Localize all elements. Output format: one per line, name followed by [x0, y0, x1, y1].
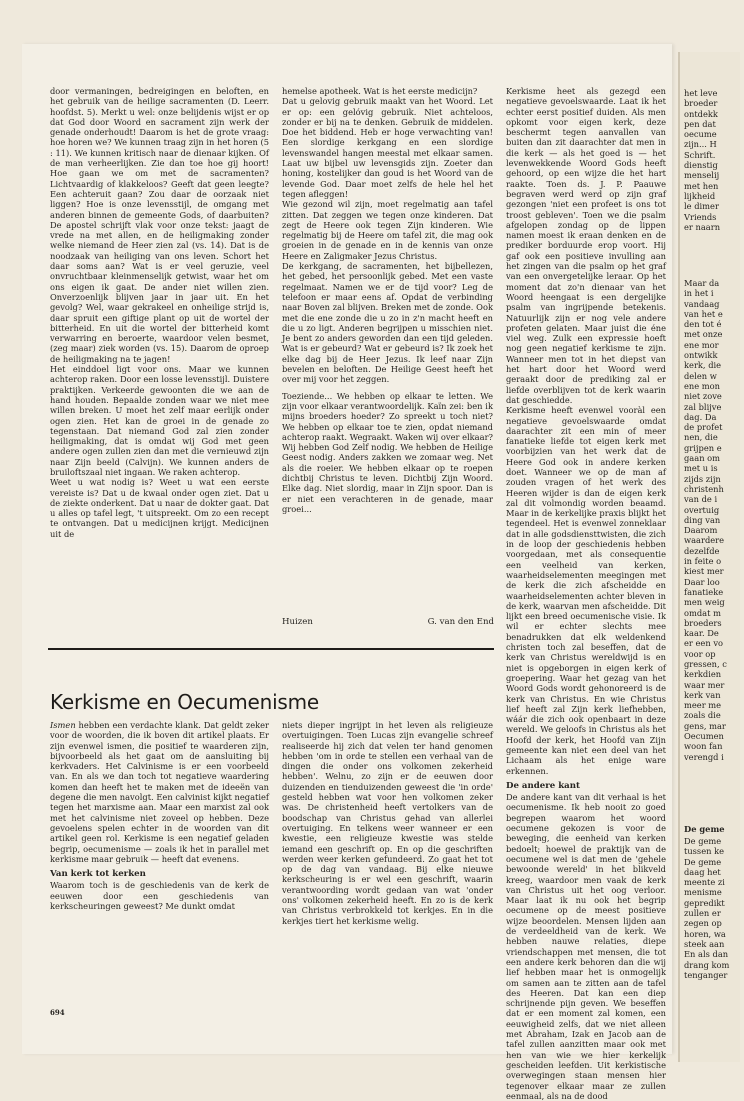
paragraph: Waarom toch is de geschiedenis van de kerk de eeuwen door een geschiedenis van kerkscheuringen geweest? Me dunkt omdat: [50, 880, 269, 912]
adjacent-page-line: in het i: [684, 288, 714, 299]
paragraph: hemelse apotheek. Wat is het eerste medicijn?: [282, 86, 478, 96]
adjacent-page-line: vandaag: [684, 298, 720, 309]
adjacent-page-line: le dimer: [684, 201, 719, 212]
adjacent-page-line: van het e: [684, 308, 723, 319]
adjacent-page-line: Oecumen: [684, 731, 724, 742]
signature-author: G. van den End: [427, 617, 494, 627]
paragraph: [50, 720, 269, 864]
adjacent-page-line: tussen ke: [684, 846, 725, 857]
lead-word: Ismen: [50, 720, 76, 730]
adjacent-page-line: lijkheid: [684, 190, 716, 201]
adjacent-page-line: meer me: [684, 700, 722, 711]
adjacent-page-line: zullen er: [684, 908, 721, 919]
paragraph: Dat u gelovig gebruik maakt van het Woord. Let er op: een gelóvig gebruik. Niet achteloos, zonder er bij na te denken. Gebruik de middelen. Doe het biddend. Heb er hoge verwachting van! Een slordige kerkgang en een slordige levenswandel hangen meestal met elkaar samen. Laat uw bijbel uw levensgids zijn. Zoeter dan honing, kostelijker dan goud is het Woord van de levende God. Daar moet zelfs de hele hel het tegen afleggen!: [282, 96, 493, 199]
adjacent-page-line: horen, wa: [684, 928, 726, 939]
adjacent-page-line: En als dan: [684, 949, 729, 960]
paragraph: Kerkisme heet als gezegd een negatieve gevoelswaarde. Laat ik het echter eerst positief duiden. Als men opkomt voor eigen kerk, deze beschermt tegen aanvallen van buiten dan zit daarachter dat men in die kerk — als het goed is — het levenwekkende Woord Gods heeft gehoord, op een wijze die het hart raakte. Toen ds. J. P. Paauwe begraven werd werd op zijn graf gezongen 'niet een profeet is ons tot troost gebleven'. Toen we die psalm afgelopen zondag op de lippen namen moest ik eraan denken en de prediker borduurde erop voort. Hij gaf ook een positieve invulling aan het zingen van die psalm op het graf van een onvergetelijke leraar. Op het moment dat zo'n dienaar van het Woord heengaat is een dergelijke psalm van ingrijpende betekenis. Natuurlijk zijn er nog vele andere profeten gelaten. Maar juist die éne viel weg. Zulk een expressie hoeft nog geen negatief kerkisme te zijn. Wanneer men tot in het diepst van het hart door het Woord werd geraakt door de prediking zal er liefde overblijven tot de kerk waarin dat geschiedde.: [506, 86, 666, 405]
adjacent-page-line: gens, mar: [684, 720, 726, 731]
adjacent-page-middle-lines: [684, 278, 744, 762]
lead-text: hebben een verdachte klank. Dat geldt zeker voor de woorden, die ik boven dit artikel plaats. Er zijn evenwel ismen, die positief te waarderen zijn, bijvoorbeeld als het gaat om de aansluiting bij kerkvaders. Het Calvinisme is er een voorbeeld van. En als we dan toch tot negatieve waardering komen dan heeft het te maken met de ideeën van degene die men navolgt. Een calvinist kijkt negatief tegen het marxisme aan. Maar een marxist zal ook met het calvinisme niet zoveel op hebben. Deze gevoelens spelen echter in de woorden van dit artikel geen rol. Kerkisme is een negatief geladen begrip, oecumenisme — zoals ik het in parallel met kerkisme maar gebruik — heeft dat evenens.: [50, 720, 270, 864]
adjacent-page-bottom-lines: [684, 836, 744, 980]
adjacent-page-line: gressen, c: [684, 658, 727, 669]
sermon-column-2: [282, 86, 493, 616]
adjacent-page-line: De geme: [684, 836, 722, 846]
paragraph: Wie gezond wil zijn, moet regelmatig aan tafel zitten. Dat zeggen we tegen onze kinderen. Dat zegt de Heere ook tegen Zijn kinderen. Wie regelmatig bij de Heere om tafel zit, die mag ook groeien in de genade en in de kennis van onze Heere en Zaligmaker Jezus Christus.: [282, 199, 493, 261]
section-rule: [48, 648, 494, 650]
adjacent-page-line: Vriends: [684, 211, 717, 222]
adjacent-page-heading: De geme: [684, 824, 725, 834]
adjacent-page-line: de profet: [684, 422, 723, 433]
adjacent-page-line: ontwikk: [684, 350, 718, 361]
adjacent-page-line: tenganger: [684, 969, 728, 980]
adjacent-page-line: steek aan: [684, 938, 725, 949]
article-column-1: [50, 720, 269, 1000]
adjacent-page-line: dienstig: [684, 160, 718, 171]
adjacent-page-line: pen dat: [684, 118, 716, 129]
adjacent-page-line: kaar. De: [684, 628, 719, 639]
adjacent-page-line: menselij: [684, 170, 720, 181]
paragraph: Kerkisme heeft evenwel vooràl een negatieve gevoelswaarde omdat daarachter zit een min of meer fanatieke liefde tot eigen kerk met voorbijzien van het werk dat de Heere God ook in andere kerken doet. Wanneer we op de man af zouden vragen of het werk des Heeren wijder is dan de eigen kerk zal dit volmondig worden beaamd. Maar in de kerkelijke praxis blijkt het tegendeel. Het is evenwel zonneklaar dat in alle godsdiensttwisten, die zich in de loop der geschiedenis hebben voorgedaan, met als consequentie een veelheid van kerken, waarheidselementen meegingen met de kerk die zich afscheidde en waarheidselementen achter bleven in de kerk, waarvan men afscheidde. Dit lijkt een breed oecumenische visie. Ik wil er echter slechts mee benadrukken dat elk weldenkend christen toch zal beseffen, dat de kerk van Christus wereldwijd is en niet is opgeborgen in eigen kerk of groepering. Waar het gezag van het Woord Gods wordt gehonoreerd is de kerk van Christus. En wie Christus lief heeft zal Zijn kerk liefhebben, wáár die zich ook openbaart in deze wereld. We geloofs in Christus als het Hoofd der kerk, het Hoofd van Zijn gemeente kan niet een deel van het Lichaam als het enige ware erkennen.: [506, 405, 666, 776]
paragraph: Het einddoel ligt voor ons. Maar we kunnen achterop raken. Door een losse levensstijl. Duistere praktijken. Verkeerde gewoonten die we aan de hand houden. Bepaalde zonden waar we niet mee willen breken. U moet het zelf maar eerlijk onder ogen zien. Het kan de groei in de genade zo tegenstaan. Dat niemand God zal zien zonder heiligmaking, dat is omdat wij God met geen andere ogen zullen zien dan met die vernieuwd zijn naar Zijn beeld (Calvijn). We kunnen anders de bruiloftszaal niet ingaan. We raken achterop.: [50, 364, 269, 477]
page-number: 694: [50, 1008, 65, 1017]
adjacent-page-line: den tot é: [684, 319, 722, 330]
adjacent-page-line: niet zove: [684, 391, 722, 402]
article-column-2: [282, 720, 493, 1000]
adjacent-page-line: van de i: [684, 494, 718, 505]
adjacent-page-line: Daarom: [684, 525, 718, 536]
adjacent-page-line: christenh: [684, 483, 724, 494]
adjacent-page-line: kiest mer: [684, 566, 724, 577]
adjacent-page-line: De geme: [684, 856, 722, 867]
adjacent-page-line: men weig: [684, 597, 725, 608]
adjacent-page-line: daag het: [684, 866, 721, 877]
adjacent-page-line: zoals die: [684, 710, 721, 721]
paragraph: niets dieper ingrijpt in het leven als religieuze overtuigingen. Toen Lucas zijn evangelie schreef realiseerde hij zich dat velen ter hand genomen hebben 'om in orde te stellen een verhaal van de dingen die onder ons volkomen zekerheid hebben'. Welnu, zo zijn er de eeuwen door duizenden en tienduizenden geweest die 'in orde' gesteld hebben wat voor hen volkomen zeker was. De christenheid heeft vertolkers van de boodschap van Christus gehad van allerlei overtuiging. En telkens weer wanneer er een kwestie, een religieuze kwestie was stelde iemand een geschrift op. En op die geschriften werden weer kerken gefundeerd. Zo gaat het tot op de dag van vandaag. Bij elke nieuwe kerkscheuring is er wel een geschrift, waarin verantwoording wordt gedaan van wat 'onder ons' volkomen zekerheid heeft. En zo is de kerk van Christus verbrokkeld tot kerkjes. En in die kerkjes tiert het kerkisme welig.: [282, 720, 493, 926]
paragraph: door vermaningen, bedreigingen en beloften, en het gebruik van de heilige sacramenten (D. Leerr. hoofdst. 5). Merkt u wel: onze belijdenis wijst er op dat God door Woord en sacrament zijn werk der genade onderhoudt! Daarom is het de grote vraag: hoe horen we? We kunnen traag zijn in het horen (5 : 11). We kunnen kritisch naar de dienaar kijken. Of de man verheerlijken. Zie dan toe hoe gij hoort! Hoe gaan we om met de sacramenten? Lichtvaardig of klakkeloos? Geeft dat geen leegte? Een achteruit gaan? Zou daar de oorzaak niet liggen? Hoe is onze levensstijl, de omgang met anderen binnen de gemeente Gods, of daarbuiten? De apostel schrijft vlak voor onze tekst: jaagt de vrede na met allen, en de heiligmaking zonder welke niemand de Heer zien zal (vs. 14). Dat is de noodzaak van heiliging van ons leven. Schort het daar soms aan? Wat is er veel geruzie, veel onvruchtbaar kleinmenselijk getwist, waar het om ons eigen ik gaat. De ander niet willen zien. Onverzoenlijk blijven jaar in jaar uit. En het gevolg? Wel, waar gekrakeel en onheilige strijd is, daar spruit een giftige plant op uit de wortel der bitterheid. En uit die wortel der bitterheid komt verwarring en beroerte, waardoor velen besmet, (zeg maar) ziek worden (vs. 15). Daarom de oproep de heiligmaking na te jagen!: [50, 86, 269, 364]
section-heading: De andere kant: [506, 780, 580, 791]
adjacent-page-line: ontdekk: [684, 108, 718, 119]
adjacent-page-line: delen w: [684, 370, 717, 381]
section-heading: Van kerk tot kerken: [50, 869, 146, 880]
adjacent-page-line: overtuig: [684, 504, 720, 515]
adjacent-page-line: voor op: [684, 648, 716, 659]
adjacent-page-line: zijn... H: [684, 139, 717, 150]
adjacent-page-line: dag. Da: [684, 411, 717, 422]
adjacent-page-line: ding van: [684, 514, 721, 525]
adjacent-page-line: het leve: [684, 88, 718, 98]
adjacent-page-top-lines: [684, 88, 744, 232]
signature-place: Huizen: [282, 617, 313, 627]
sermon-column-1: [50, 86, 269, 646]
adjacent-page-line: dezelfde: [684, 545, 720, 556]
paragraph: De kerkgang, de sacramenten, het bijbellezen, het gebed, het persoonlijk gebed. Met een vaste regelmaat. Namen we er de tijd voor? Leg de telefoon er maar eens af. Opdat de verbinding naar Boven zal blijven. Breken met de zonde. Ook met die ene zonde die u zo in z'n macht heeft en die u zo ligt. Anderen begrijpen u misschien niet. Je bent zo anders geworden dan een tijd geleden. Wat is er gebeurd? Wat er gebeurd is? Ik zoek het elke dag bij de Heer Jezus. Ik leef naar Zijn bevelen en beloften. De Heilige Geest heeft het over mij voor het zeggen.: [282, 261, 493, 385]
adjacent-page-line: nen, die: [684, 432, 718, 443]
adjacent-page-line: zal blijve: [684, 401, 722, 412]
adjacent-page-line: gaan om: [684, 453, 721, 464]
adjacent-page-line: ene mor: [684, 339, 719, 350]
paragraph: Toeziende... We hebben op elkaar te letten. We zijn voor elkaar verantwoordelijk. Kaïn zei: ben ik mijns broeders hoeder? Zo spreekt u toch niet? We hebben op elkaar toe te zien, opdat niemand achterop raakt. Wegraakt. Waken wij over elkaar? Wij hebben God Zelf nodig. We hebben de Heilige Geest nodig. Anders zakken we zomaar weg. Net als die roeier. We hebben elkaar op te roepen dichtbij Christus te leven. Dichtbij Zijn Woord. Elke dag. Niet slordig, maar in Zijn spoor. Dan is er niet een verachteren in de genade, maar groei...: [282, 390, 493, 514]
article-title: Kerkisme en Oecumenisme: [50, 690, 320, 714]
adjacent-page-line: kerk van: [684, 689, 721, 700]
adjacent-page-line: meente zi: [684, 877, 725, 888]
paragraph: Weet u wat nodig is? Weet u wat een eerste vereiste is? Dat u de kwaal onder ogen ziet. Dat u de ziekte onderkent. Dat u naar de dokter gaat. Dat u alles op tafel legt, 't uitspreekt. Om zo een recept te ontvangen. Dat u medicijnen krijgt. Medicijnen uit de: [50, 477, 269, 539]
adjacent-page-line: er naarn: [684, 221, 721, 232]
adjacent-page-line: met onze: [684, 329, 723, 340]
paragraph: De andere kant van dit verhaal is het oecumenisme. Ik heb nooit zo goed begrepen waarom het woord oecumene gekozen is voor de beweging, die eenheid van kerken bedoelt; hoewel de praktijk van de oecumene wel is dat men de 'gehele bewoonde wereld' in het blikveld kreeg, waardoor men vaak de kerk van Christus uit het oog verloor. Maar laat ik nu ook het begrip oecumene op de meest positieve wijze beoordelen. Mensen lijden aan de verdeeldheid van de kerk. We hebben nauwe relaties, diepe vriendschappen met mensen, die tot een andere kerk behoren dan die wij lief hebben maar het is onmogelijk om samen aan te zitten aan de tafel des Heeren. Dat kan een diep schrijnende pijn geven. We beseffen dat er een moment zal komen, een eeuwigheid zelfs, dat we niet alleen met Abraham, Izak en Jacob aan de tafel zullen aanzitten maar ook met hen van wie we hier kerkelijk gescheiden leefden. Uit kerkistische overwegingen staan mensen hier tegenover elkaar maar ze zullen eenmaal, als na de dood: [506, 792, 666, 1101]
adjacent-page-line: fanatieke: [684, 586, 724, 597]
adjacent-page-line: broeder: [684, 98, 718, 109]
adjacent-page-line: woon fan: [684, 741, 723, 752]
adjacent-page-line: oecume: [684, 129, 717, 140]
adjacent-page-line: met u is: [684, 463, 718, 474]
adjacent-page-line: Maar da: [684, 278, 720, 288]
adjacent-page-line: Schrift.: [684, 149, 716, 160]
adjacent-page-line: grijpen e: [684, 442, 722, 453]
adjacent-page-line: waar mer: [684, 679, 725, 690]
adjacent-page-line: waardere: [684, 535, 725, 546]
adjacent-page-line: in feite o: [684, 556, 722, 567]
adjacent-page-line: drang kom: [684, 959, 730, 970]
article-column-3: [506, 86, 666, 1101]
adjacent-page-line: zegen op: [684, 918, 722, 929]
adjacent-page-line: ene mon: [684, 380, 721, 391]
adjacent-page-line: kerk, die: [684, 360, 722, 371]
adjacent-page-line: met hen: [684, 180, 719, 191]
adjacent-page: [678, 52, 740, 1062]
adjacent-page-line: zijds zijn: [684, 473, 721, 484]
adjacent-page-line: Daar loo: [684, 576, 720, 587]
adjacent-page-line: menisme: [684, 887, 722, 898]
adjacent-page-line: gepredikt: [684, 897, 725, 908]
adjacent-page-line: kerkdien: [684, 669, 722, 680]
adjacent-page-line: er een vo: [684, 638, 723, 649]
adjacent-page-line: verengd i: [684, 751, 724, 762]
adjacent-page-line: omdat m: [684, 607, 721, 618]
adjacent-page-line: broeders: [684, 617, 722, 628]
